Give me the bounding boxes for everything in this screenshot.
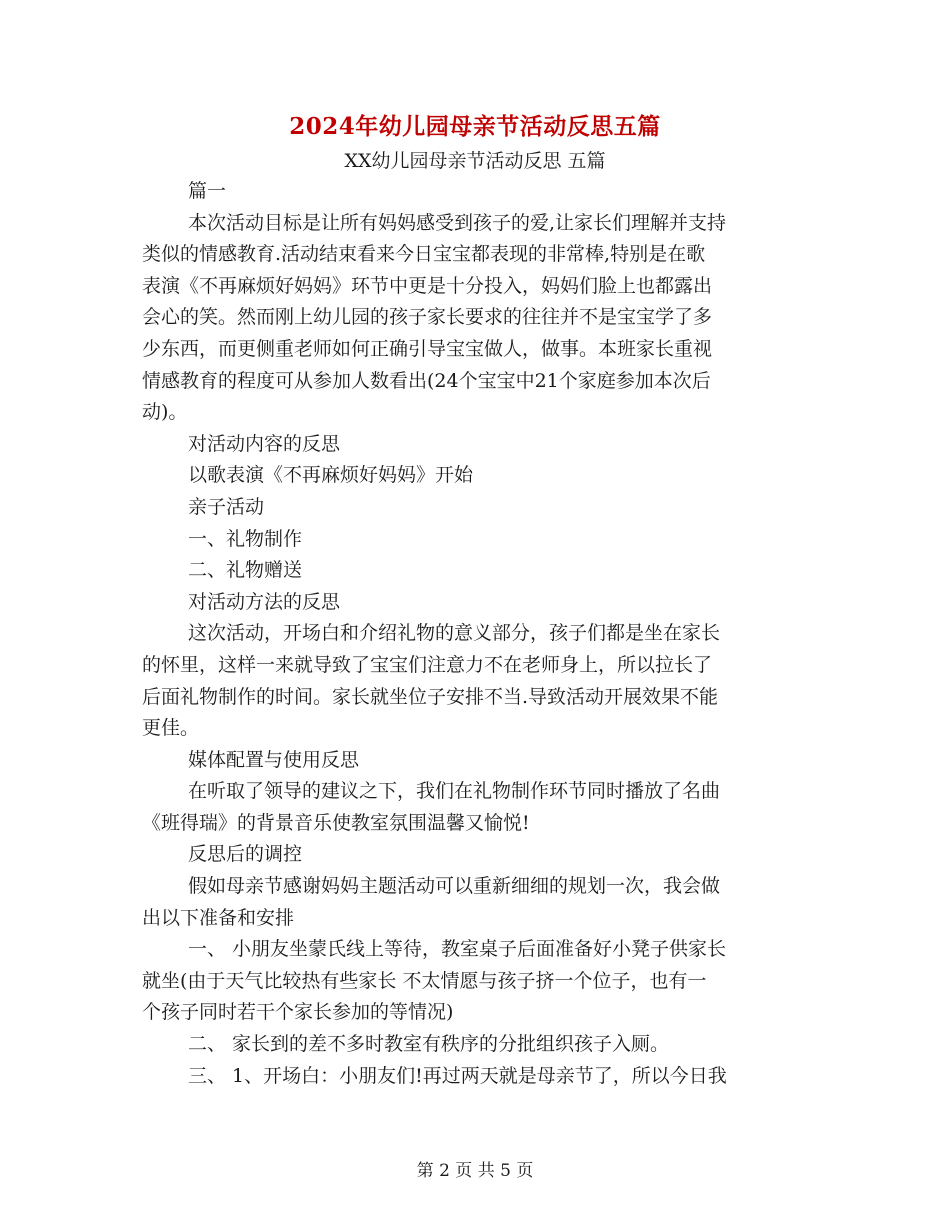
document-title: 2024年幼儿园母亲节活动反思五篇 (289, 113, 661, 140)
paragraph-line: 本次活动目标是让所有妈妈感受到孩子的爱,让家长们理解并支持 (188, 211, 727, 234)
paragraph-line: 亲子活动 (188, 495, 265, 518)
section-heading: 篇一 (188, 180, 227, 202)
document-subtitle: XX幼儿园母亲节活动反思 五篇 (344, 150, 606, 172)
paragraph-line: 情感教育的程度可从参加人数看出(24个宝宝中21个家庭参加本次后 (142, 369, 711, 392)
list-item: 二、 家长到的差不多时教室有秩序的分批组织孩子入厕。 (188, 1033, 670, 1056)
paragraph-line: 这次活动，开场白和介绍礼物的意义部分，孩子们都是坐在家长 (188, 622, 721, 645)
paragraph-line: 表演《不再麻烦好妈妈》环节中更是十分投入，妈妈们脸上也都露出 (142, 274, 713, 297)
page-number: 第 2 页 共 5 页 (416, 1161, 534, 1181)
paragraph-line: 少东西，而更侧重老师如何正确引导宝宝做人，做事。本班家长重视 (142, 337, 713, 360)
paragraph-line: 类似的情感教育.活动结束看来今日宝宝都表现的非常棒,特别是在歌 (142, 243, 706, 266)
paragraph-line: 的怀里，这样一来就导致了宝宝们注意力不在老师身上，所以拉长了 (142, 653, 713, 676)
list-item: 三、 1、开场白：小朋友们!再过两天就是母亲节了，所以今日我 (188, 1064, 727, 1087)
paragraph-line: 在听取了领导的建议之下，我们在礼物制作环节同时播放了名曲 (188, 780, 721, 803)
section-heading: 媒体配置与使用反思 (188, 748, 360, 771)
document-body (142, 176, 808, 1092)
list-item: 一、 小朋友坐蒙氏线上等待，教室桌子后面准备好小凳子供家长 (188, 938, 727, 961)
paragraph-line: 就坐(由于天气比较热有些家长 不太情愿与孩子挤一个位子，也有一 (142, 969, 707, 992)
paragraph-line: 会心的笑。然而刚上幼儿园的孩子家长要求的往往并不是宝宝学了多 (142, 306, 713, 329)
section-heading: 对活动方法的反思 (188, 590, 341, 613)
paragraph-line: 以歌表演《不再麻烦好妈妈》开始 (188, 464, 474, 487)
paragraph-line: 出以下准备和安排 (142, 906, 295, 929)
list-item: 二、礼物赠送 (188, 559, 303, 582)
paragraph-line: 后面礼物制作的时间。家长就坐位子安排不当.导致活动开展效果不能 (142, 685, 719, 708)
list-item: 一、礼物制作 (188, 527, 303, 550)
paragraph-line: 《班得瑞》的背景音乐使教室氛围温馨又愉悦! (142, 811, 530, 834)
section-heading: 反思后的调控 (188, 843, 303, 866)
section-heading: 对活动内容的反思 (188, 432, 341, 455)
paragraph-line: 动)。 (142, 401, 188, 424)
paragraph-line: 个孩子同时若干个家长参加的等情况) (142, 1001, 454, 1024)
paragraph-line: 更佳。 (142, 717, 200, 740)
paragraph-line: 假如母亲节感谢妈妈主题活动可以重新细细的规划一次，我会做 (188, 875, 721, 898)
